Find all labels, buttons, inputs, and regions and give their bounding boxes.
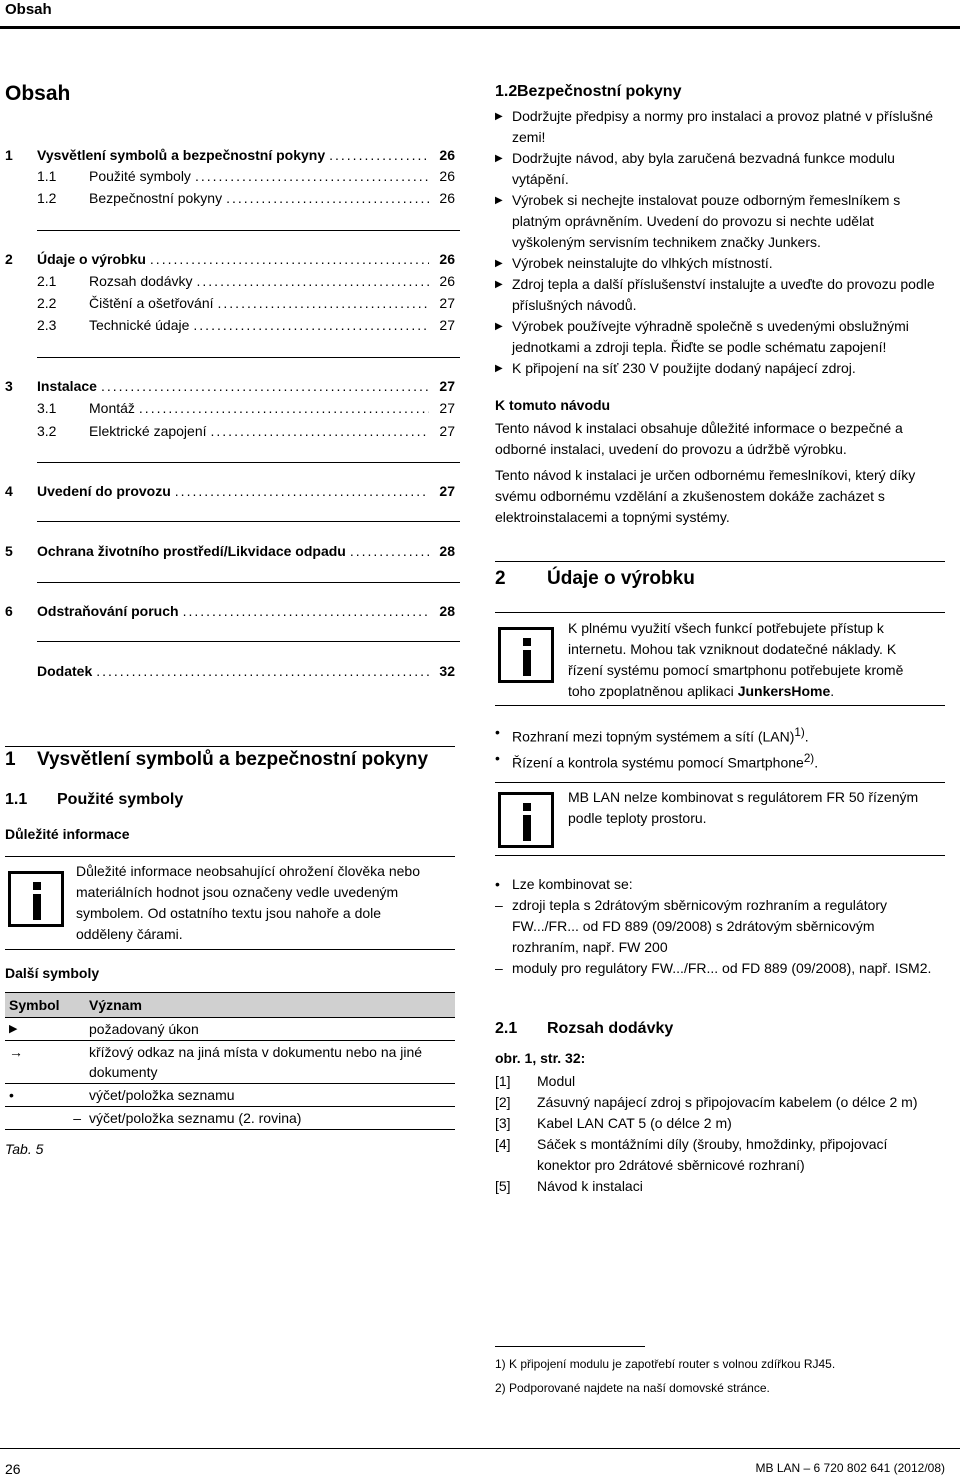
page-footer	[0, 1448, 960, 1477]
table-row	[5, 1041, 455, 1084]
toc-entry[interactable]: 4 Uvedení do provozu ..... 27	[5, 483, 455, 503]
section-1-heading: 1 Vysvětlení symbolů a bezpečnostní pokyny	[5, 746, 455, 771]
about-paragraph: Tento návod k instalaci obsahuje důležité informace o bezpečné a odborné instalaci, uvedení do provozu a údržbě výrobku.	[495, 420, 903, 457]
toc-entry[interactable]: 3 Instalace ..... 27	[5, 378, 455, 398]
toc-separator	[37, 582, 460, 583]
toc-entry[interactable]: 5 Ochrana životního prostředí/Likvidace odpadu ..... 28	[5, 543, 455, 563]
delivery-list	[495, 1071, 935, 1197]
list-item: ▶ Výrobek si nechejte instalovat pouze odborným řemeslníkem s platným oprávněním. Uvedení do provozu si nechte udělat vyškoleným servisním technikem značky Junkers.	[495, 192, 901, 250]
other-symbols-heading: Další symboly	[5, 965, 100, 981]
toc-entry[interactable]: 1.1 Použité symboly ..... 26	[5, 168, 455, 188]
section-1-2-heading: 1.2Bezpečnostní pokyny	[495, 83, 682, 100]
figure-reference: obr. 1, str. 32:	[495, 1050, 586, 1066]
toc-separator	[37, 641, 460, 642]
meaning-cell: výčet/položka seznamu (2. rovina)	[85, 1107, 455, 1130]
important-info-box	[5, 856, 455, 950]
toc-entry[interactable]: 1.2 Bezpečnostní pokyny ..... 26	[5, 190, 455, 210]
info-icon	[498, 627, 554, 683]
footnote: 2) Podporované najdete na naší domovské stránce.	[495, 1381, 770, 1395]
symbol-cell: →	[5, 1041, 85, 1084]
about-paragraph: Tento návod k instalaci je určen odbornému řemeslníkovi, který díky svému odbornému vzdělání a zkušenostem dokáže zacházet s elektroinstalacemi a topnými systémy.	[495, 467, 916, 525]
running-header	[0, 0, 960, 29]
toc-entry[interactable]: 1 Vysvětlení symbolů a bezpečnostní pokyny ..... 26	[5, 147, 455, 167]
list-item: [2] Zásuvný napájecí zdroj s připojovacím kabelem (o délce 2 m)	[495, 1094, 918, 1110]
symbols-table	[5, 992, 455, 1130]
list-item: [1] Modul	[495, 1073, 576, 1089]
toc-separator	[37, 357, 460, 358]
info-box-text: MB LAN nelze kombinovat s regulátorem FR 50 řízeným podle teploty prostoru.	[568, 789, 919, 826]
table-caption: Tab. 5	[5, 1141, 44, 1157]
list-item: ▶ Dodržujte návod, aby byla zaručená bezvadná funkce modulu vytápění.	[495, 150, 895, 187]
important-info-text: Důležité informace neobsahující ohrožení člověka nebo materiálních hodnot jsou označeny vedle uvedeným symbolem. Od ostatního textu jsou nahoře a dole odděleny čárami.	[76, 863, 420, 942]
list-item: [5] Návod k instalaci	[495, 1178, 643, 1194]
toc-entry[interactable]: 3.1 Montáž ..... 27	[5, 400, 455, 420]
list-item: – moduly pro regulátory FW.../FR... od FD 889 (09/2008), např. ISM2.	[495, 960, 932, 976]
section-2-1-heading: 2.1 Rozsah dodávky	[495, 1020, 674, 1037]
toc-separator	[37, 230, 460, 231]
feature-list	[495, 722, 945, 773]
footnote-separator	[495, 1346, 645, 1347]
info-box-text: K plnému využití všech funkcí potřebujete přístup k internetu. Mohou tak vzniknout dodatečné náklady. K řízení systému pomocí smartphonu potřebujete kromě toho zpoplatněnou aplikaci JunkersHome.	[568, 620, 904, 699]
list-item: ▶ Dodržujte předpisy a normy pro instalaci a provoz platné v příslušné zemi!	[495, 108, 933, 145]
list-item: • Lze kombinovat se:	[495, 876, 633, 892]
document-reference: MB LAN – 6 720 802 641 (2012/08)	[755, 1461, 945, 1475]
footnote: 1) K připojení modulu je zapotřebí router s volnou zdířkou RJ45.	[495, 1357, 836, 1371]
safety-list	[495, 106, 945, 379]
list-item: – zdroji tepla s 2drátovým sběrnicovým rozhraním a regulátory FW.../FR... od FD 889 (09/2008) s 2drátovým sběrnicovým rozhraním, např. FW 200	[495, 897, 888, 955]
page-number: 26	[5, 1461, 21, 1477]
toc-entry[interactable]: Dodatek ..... 32	[5, 663, 455, 683]
table-header: Význam	[85, 993, 455, 1018]
symbol-cell: ▶	[5, 1018, 85, 1041]
info-box-fr50	[495, 782, 945, 856]
table-header: Symbol	[5, 993, 85, 1018]
symbol-cell: •	[5, 1084, 85, 1107]
section-1-1-heading: 1.1 Použité symboly	[5, 791, 184, 808]
toc-title: Obsah	[5, 82, 71, 105]
toc-separator	[37, 462, 460, 463]
meaning-cell: požadovaný úkon	[85, 1018, 455, 1041]
toc-entry[interactable]: 2.3 Technické údaje ..... 27	[5, 317, 455, 337]
list-item: ▶ Výrobek neinstalujte do vlhkých místností.	[495, 255, 773, 271]
important-info-heading: Důležité informace	[5, 826, 130, 842]
toc-entry[interactable]: 2.2 Čištění a ošetřování ..... 27	[5, 295, 455, 315]
list-item: [4] Sáček s montážními díly (šrouby, hmoždinky, připojovací konektor pro 2drátové sběrnicové rozhraní)	[495, 1136, 888, 1173]
info-icon	[8, 871, 64, 927]
toc-entry[interactable]: 3.2 Elektrické zapojení ..... 27	[5, 423, 455, 443]
combine-sublist	[495, 895, 945, 979]
info-icon	[498, 792, 554, 848]
list-item: • Řízení a kontrola systému pomocí Smartphone$^{2)}$.	[495, 749, 819, 771]
combine-list	[495, 874, 945, 895]
table-row	[5, 1018, 455, 1041]
list-item: ▶ Výrobek používejte výhradně společně s uvedenými obslužnými jednotkami a zdroji tepla. Řiďte se podle schématu zapojení!	[495, 318, 909, 355]
meaning-cell: výčet/položka seznamu	[85, 1084, 455, 1107]
symbol-cell: –	[5, 1107, 85, 1130]
list-item: [3] Kabel LAN CAT 5 (o délce 2 m)	[495, 1115, 732, 1131]
toc-separator	[37, 521, 460, 522]
meaning-cell: křížový odkaz na jiná místa v dokumentu nebo na jiné dokumenty	[85, 1041, 455, 1084]
running-title: Obsah	[5, 1, 52, 18]
app-name: JunkersHome	[737, 683, 831, 699]
about-heading: K tomuto návodu	[495, 397, 611, 413]
section-2-heading: 2 Údaje o výrobku	[495, 561, 945, 590]
toc-entry[interactable]: 2 Údaje o výrobku ..... 26	[5, 251, 455, 271]
toc-entry[interactable]: 6 Odstraňování poruch ..... 28	[5, 603, 455, 623]
table-row	[5, 1107, 455, 1130]
list-item: ▶ Zdroj tepla a další příslušenství instalujte a uveďte do provozu podle příslušných návodů.	[495, 276, 935, 313]
table-row	[5, 1084, 455, 1107]
toc-entry[interactable]: 2.1 Rozsah dodávky ..... 26	[5, 273, 455, 293]
info-box-internet	[495, 612, 945, 706]
list-item: • Rozhraní mezi topným systémem a sítí (LAN)$^{1)}$.	[495, 724, 809, 745]
list-item: ▶ K připojení na síť 230 V použijte dodaný napájecí zdroj.	[495, 360, 856, 376]
